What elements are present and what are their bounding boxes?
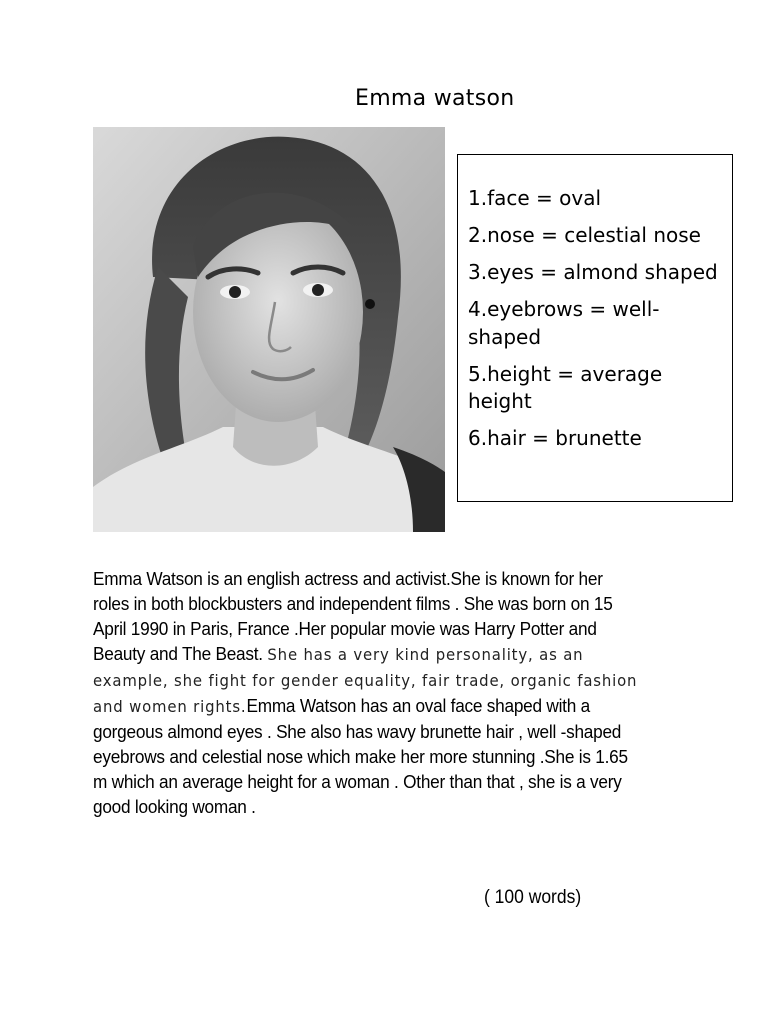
feature-item-height: 5.height = average height — [468, 361, 663, 413]
description-part-2: She has a very kind personality, as an example, she fight for gender equality, fair trade, organic fashion and women rights. — [93, 645, 638, 716]
document-title: Emma watson — [355, 86, 515, 111]
word-count: ( 100 words) — [484, 887, 582, 908]
feature-item-nose: 2.nose = celestial nose — [468, 223, 701, 247]
feature-item-hair: 6.hair = brunette — [468, 426, 642, 450]
facial-features-box — [457, 154, 733, 502]
features-list — [458, 155, 732, 453]
portrait-photo-icon — [93, 127, 445, 532]
description-paragraph — [93, 566, 642, 819]
feature-item-eyes: 3.eyes = almond shaped — [468, 260, 718, 284]
feature-item-eyebrows: 4.eyebrows = well-shaped — [468, 297, 660, 349]
feature-item-face: 1.face = oval — [468, 186, 602, 210]
description-part-3: Emma Watson has an oval face shaped with a gorgeous almond eyes . She also has wavy brunette hair , well -shaped eyebrows and celestial nose which make her more stunning .She is 1.65 m which an average height for a woman . Other than that , she is a very good looking woman . — [93, 695, 628, 817]
description-part-1: Emma Watson is an english actress and activist.She is known for her roles in both blockbusters and independent films . She was born on 15 April 1990 in Paris, France .Her popular movie was Harry Potter and Beauty and The Beast. — [93, 568, 613, 664]
